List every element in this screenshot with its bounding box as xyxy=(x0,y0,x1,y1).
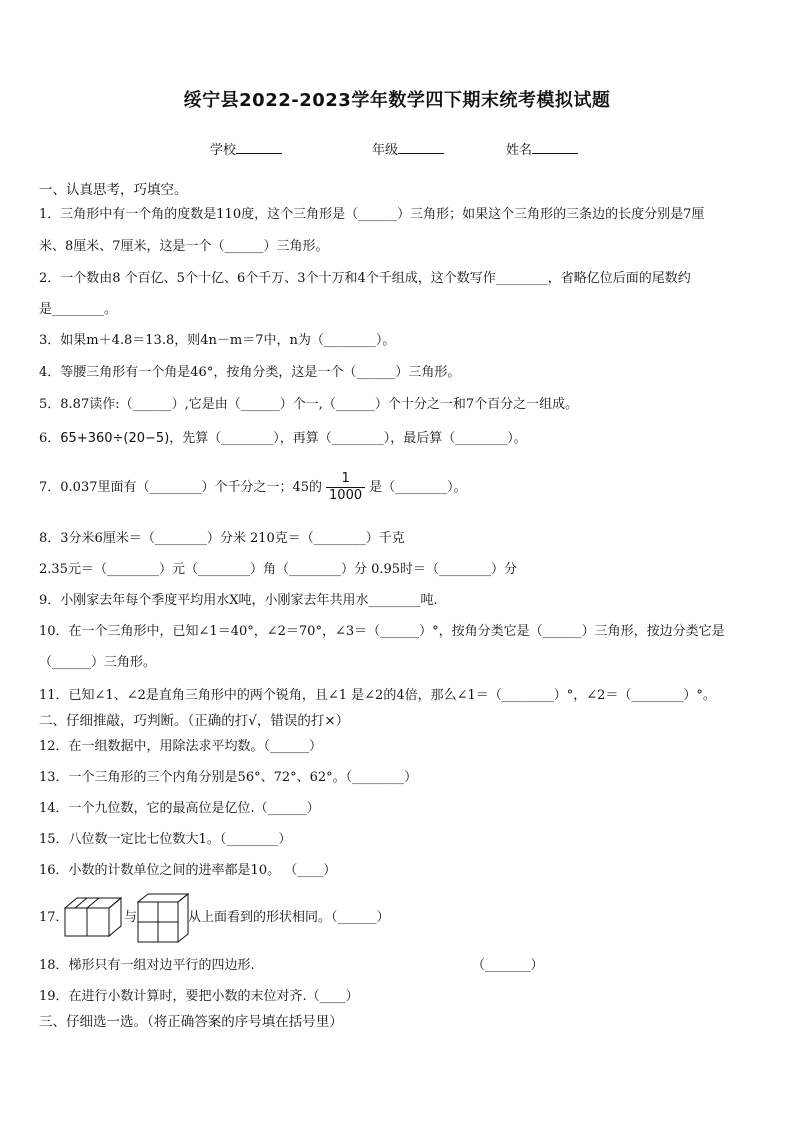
question-11: 11．已知∠1、∠2是直角三角形中的两个锐角，且∠1 是∠2的4倍，那么∠1＝（________）°，∠2＝（________）°。 xyxy=(39,688,716,703)
question-12: 12．在一组数据中，用除法求平均数。（______） xyxy=(39,739,323,754)
school-field xyxy=(210,139,282,158)
question-2-line-2: 是________。 xyxy=(39,302,118,317)
question-16: 16．小数的计数单位之间的进率都是10。 （____） xyxy=(39,863,337,878)
question-8-line-1: 8．3分米6厘米＝（________）分米 210克＝（________）千克 xyxy=(39,531,405,546)
school-blank[interactable] xyxy=(236,141,282,154)
question-7 xyxy=(39,468,467,508)
question-17-prefix: 17． xyxy=(39,910,69,925)
question-7-prefix: 7．0.037里面有（________）个千分之一；45的 xyxy=(39,480,323,495)
question-19: 19．在进行小数计算时，要把小数的末位对齐.（____） xyxy=(39,989,359,1004)
question-14: 14．一个九位数，它的最高位是亿位.（______） xyxy=(39,801,320,816)
question-13: 13．一个三角形的三个内角分别是56°、72°、62°。（________） xyxy=(39,770,418,785)
question-4: 4．等腰三角形有一个角是46°，按角分类，这是一个（______）三角形。 xyxy=(39,365,461,380)
question-2-line-1: 2．一个数由8 个百亿、5个十亿、6个千万、3个十万和4个千组成，这个数写作________，省略亿位后面的尾数约 xyxy=(39,271,691,286)
section-3-heading: 三、仔细选一选。（将正确答案的序号填在括号里） xyxy=(39,1014,343,1030)
name-label: 姓名 xyxy=(506,143,533,158)
question-10-line-2: （______）三角形。 xyxy=(39,655,157,670)
question-17-mid: 与 xyxy=(124,910,138,925)
name-field xyxy=(506,139,578,158)
grade-label: 年级 xyxy=(372,143,399,158)
question-6-prefix: 6． xyxy=(39,431,61,446)
question-7-suffix: 是（________）。 xyxy=(369,480,467,495)
question-18: 18．梯形只有一组对边平行的四边形. xyxy=(39,958,255,973)
question-3: 3．如果m＋4.8＝13.8，则4n－m＝7中，n为（________）。 xyxy=(39,333,396,348)
question-15: 15．八位数一定比七位数大1。（________） xyxy=(39,832,292,847)
cube-figure-right xyxy=(136,892,190,944)
section-1-heading: 一、认真思考，巧填空。 xyxy=(39,182,188,198)
section-2-heading: 二、仔细推敲，巧判断。（正确的打√，错误的打×） xyxy=(39,713,350,729)
question-18-answer: （_______） xyxy=(472,958,544,973)
grade-field xyxy=(372,139,444,158)
grade-blank[interactable] xyxy=(398,141,444,154)
question-1-line-2: 米、8厘米、7厘米，这是一个（______）三角形。 xyxy=(39,239,329,254)
question-6-expression: 65+360÷(20−5) xyxy=(60,431,170,446)
question-17-suffix: 从上面看到的形状相同。（______） xyxy=(188,910,390,925)
question-7-fraction xyxy=(326,471,365,504)
question-8-line-2: 2.35元＝（________）元（________）角（________）分 0.95时＝（________）分 xyxy=(39,562,518,577)
fraction-denominator: 1000 xyxy=(329,488,363,503)
question-6 xyxy=(39,431,527,447)
question-5: 5．8.87读作:（______）,它是由（______）个一,（______）个十分之一和7个百分之一组成。 xyxy=(39,397,579,412)
school-label: 学校 xyxy=(210,143,237,158)
name-blank[interactable] xyxy=(532,141,578,154)
question-6-suffix: ，先算（________），再算（________），最后算（________）。 xyxy=(169,431,527,446)
question-9: 9．小刚家去年每个季度平均用水X吨，小刚家去年共用水________吨. xyxy=(39,593,438,608)
question-10-line-1: 10．在一个三角形中，已知∠1＝40°，∠2＝70°，∠3＝（______）°，按角分类它是（______）三角形，按边分类它是 xyxy=(39,624,725,639)
page-title: 绥宁县2022-2023学年数学四下期末统考模拟试题 xyxy=(183,90,611,111)
cube-figure-left xyxy=(63,894,123,944)
question-1-line-1: 1．三角形中有一个角的度数是110度，这个三角形是（______）三角形；如果这个三角形的三条边的长度分别是7厘 xyxy=(39,207,705,222)
fraction-numerator: 1 xyxy=(326,471,365,488)
